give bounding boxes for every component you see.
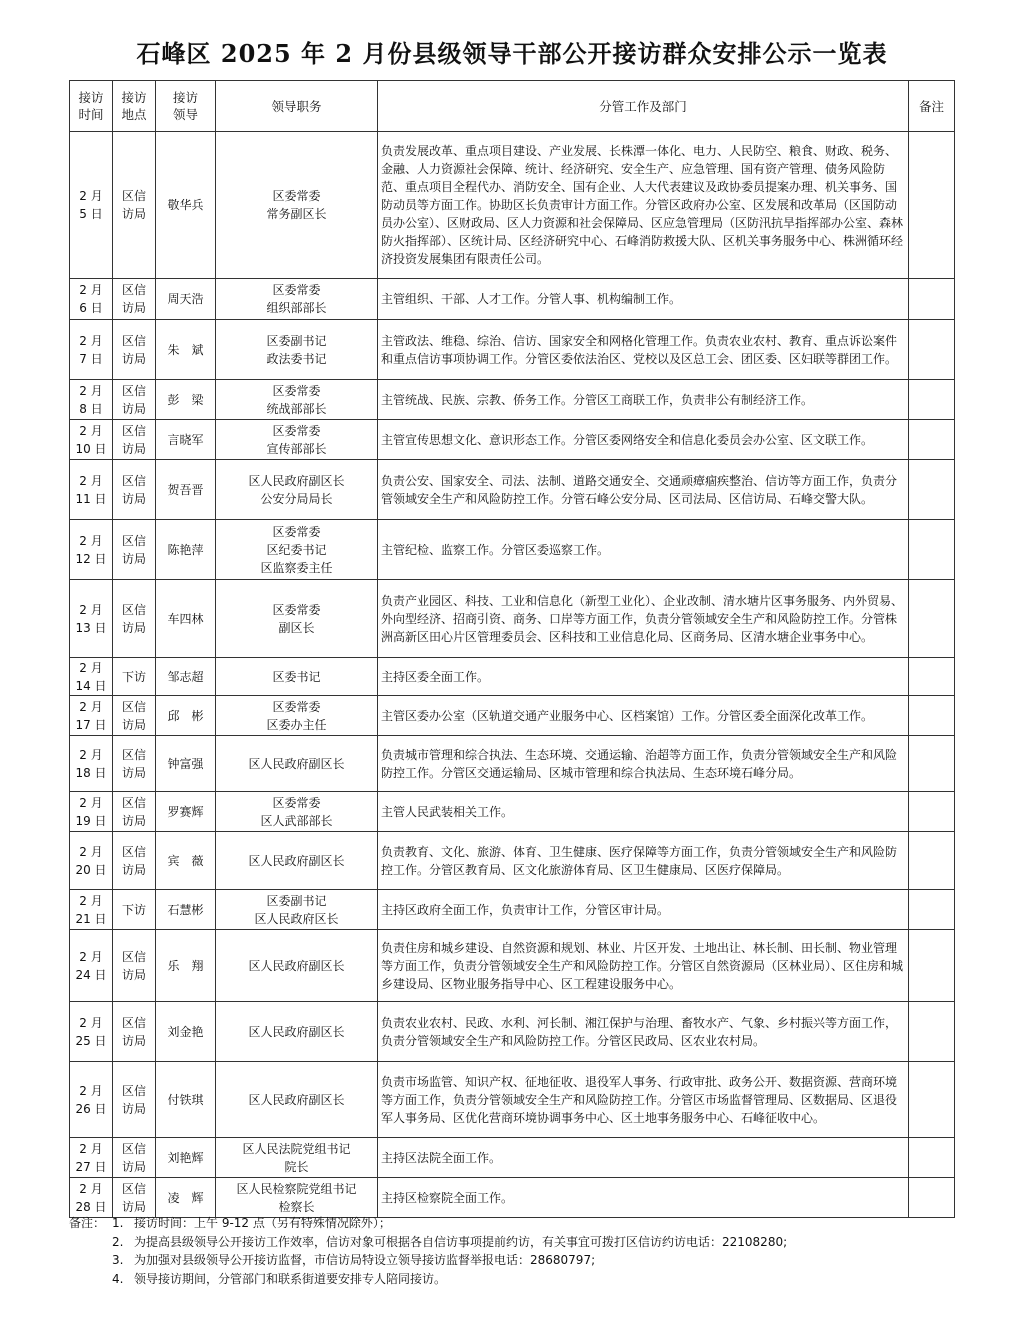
note-cell <box>909 420 955 460</box>
place-cell: 下访 <box>113 658 156 696</box>
note-cell <box>909 279 955 320</box>
date-cell: 2 月 8 日 <box>70 380 113 420</box>
leader-name-cell: 陈艳萍 <box>156 520 216 580</box>
place-cell: 区信 访局 <box>113 320 156 380</box>
place-cell: 区信 访局 <box>113 580 156 658</box>
table-row <box>70 460 955 520</box>
table-row <box>70 736 955 792</box>
duties-cell: 主管组织、干部、人才工作。分管人事、机构编制工作。 <box>378 279 909 320</box>
leader-title-cell: 区人民政府副区长 公安分局局长 <box>216 460 378 520</box>
date-cell: 2 月 18 日 <box>70 736 113 792</box>
leader-name-cell: 邹志超 <box>156 658 216 696</box>
note-cell <box>909 1062 955 1138</box>
note-cell <box>909 736 955 792</box>
leader-name-cell: 贺吾晋 <box>156 460 216 520</box>
place-cell: 区信 访局 <box>113 1002 156 1062</box>
leader-name-cell: 刘艳辉 <box>156 1138 216 1178</box>
note-text: 接访时间：上午 9-12 点（另有特殊情况除外）； <box>134 1216 391 1230</box>
note-cell <box>909 320 955 380</box>
note-text: 为提高县级领导公开接访工作效率，信访对象可根据各自信访事项提前约访，有关事宜可拨打区信访约访电话：22108280; <box>134 1234 788 1249</box>
note-cell <box>909 832 955 890</box>
leader-name-cell: 周天浩 <box>156 279 216 320</box>
table-row <box>70 1062 955 1138</box>
table-row <box>70 658 955 696</box>
duties-cell: 主持区法院全面工作。 <box>378 1138 909 1178</box>
leader-name-cell: 石慧彬 <box>156 890 216 930</box>
leader-title-cell: 区人民政府副区长 <box>216 930 378 1002</box>
date-cell: 2 月 5 日 <box>70 132 113 279</box>
place-cell: 区信 访局 <box>113 1062 156 1138</box>
leader-title-cell: 区人民政府副区长 <box>216 1002 378 1062</box>
table-row <box>70 580 955 658</box>
leader-name-cell: 付铁琪 <box>156 1062 216 1138</box>
place-cell: 区信 访局 <box>113 792 156 832</box>
place-cell: 区信 访局 <box>113 460 156 520</box>
leader-title-cell: 区委常委 统战部部长 <box>216 380 378 420</box>
leader-title-cell: 区委常委 区纪委书记 区监察委主任 <box>216 520 378 580</box>
duties-cell: 负责发展改革、重点项目建设、产业发展、长株潭一体化、电力、人民防空、粮食、财政、税务、金融、人力资源社会保障、统计、经济研究、安全生产、应急管理、国有资产管理、债务风险防范、重点项目全程代办、消防安全、国有企业、人大代表建议及政协委员提案办理、机关事务、国防动员等方面工作。协助区长负责审计方面工作。分管区政府办公室、区发展和改革局（区国防动员办公室）、区财政局、区人力资源和社会保障局、区应急管理局（区防汛抗旱指挥部办公室、森林防火指挥部）、区统计局、区经济研究中心、石峰消防救援大队、区机关事务服务中心、株洲循环经济投资发展集团有限责任公司。 <box>378 132 909 279</box>
date-cell: 2 月 24 日 <box>70 930 113 1002</box>
date-cell: 2 月 17 日 <box>70 696 113 736</box>
place-cell: 区信 访局 <box>113 696 156 736</box>
date-cell: 2 月 27 日 <box>70 1138 113 1178</box>
place-cell: 区信 访局 <box>113 832 156 890</box>
note-text: 为加强对县级领导公开接访监督，市信访局特设立领导接访监督举报电话：28680797; <box>134 1253 596 1267</box>
header-duties: 分管工作及部门 <box>378 81 909 132</box>
header-date: 接访 时间 <box>70 81 113 132</box>
duties-cell: 主管政法、维稳、综治、信访、国家安全和网格化管理工作。负责农业农村、教育、重点诉讼案件和重点信访事项协调工作。分管区委依法治区、党校以及区总工会、团区委、区妇联等群团工作。 <box>378 320 909 380</box>
table-row <box>70 520 955 580</box>
date-cell: 2 月 25 日 <box>70 1002 113 1062</box>
date-cell: 2 月 7 日 <box>70 320 113 380</box>
leader-name-cell: 敬华兵 <box>156 132 216 279</box>
place-cell: 区信 访局 <box>113 930 156 1002</box>
header-leader: 接访 领导 <box>156 81 216 132</box>
duties-cell: 负责市场监管、知识产权、征地征收、退役军人事务、行政审批、政务公开、数据资源、营商环境等方面工作，负责分管领域安全生产和风险防控工作。分管区市场监督管理局、区数据局、区退役军人事务局、区优化营商环境协调事务中心、区土地事务服务中心、石峰征收中心。 <box>378 1062 909 1138</box>
leader-name-cell: 宾 薇 <box>156 832 216 890</box>
table-row <box>70 890 955 930</box>
table-row <box>70 320 955 380</box>
leader-title-cell: 区人民政府副区长 <box>216 832 378 890</box>
duties-cell: 负责教育、文化、旅游、体育、卫生健康、医疗保障等方面工作，负责分管领域安全生产和风险防控工作。分管区教育局、区文化旅游体育局、区卫生健康局、区医疗保障局。 <box>378 832 909 890</box>
place-cell: 区信 访局 <box>113 420 156 460</box>
place-cell: 区信 访局 <box>113 380 156 420</box>
note-number: 3. <box>112 1253 124 1267</box>
place-cell: 区信 访局 <box>113 520 156 580</box>
duties-cell: 主管宣传思想文化、意识形态工作。分管区委网络安全和信息化委员会办公室、区文联工作。 <box>378 420 909 460</box>
note-text: 领导接访期间，分管部门和联系街道要安排专人陪同接访。 <box>134 1271 447 1286</box>
duties-cell: 负责住房和城乡建设、自然资源和规划、林业、片区开发、土地出让、林长制、田长制、物业管理等方面工作，负责分管领域安全生产和风险防控工作。分管区自然资源局（区林业局）、区住房和城乡建设局、区物业服务指导中心、区工程建设服务中心。 <box>378 930 909 1002</box>
note-number: 1. <box>112 1216 124 1230</box>
date-cell: 2 月 21 日 <box>70 890 113 930</box>
notes-section <box>69 1214 969 1288</box>
note-cell <box>909 1138 955 1178</box>
leader-name-cell: 乐 翔 <box>156 930 216 1002</box>
page-title: 石峰区 2025 年 2 月份县级领导干部公开接访群众安排公示一览表 <box>136 39 888 68</box>
table-row <box>70 1002 955 1062</box>
duties-cell: 主管统战、民族、宗教、侨务工作。分管区工商联工作，负责非公有制经济工作。 <box>378 380 909 420</box>
duties-cell: 主持区检察院全面工作。 <box>378 1178 909 1218</box>
table-row <box>70 1138 955 1178</box>
leader-title-cell: 区委副书记 区人民政府区长 <box>216 890 378 930</box>
leader-name-cell: 邱 彬 <box>156 696 216 736</box>
date-cell: 2 月 10 日 <box>70 420 113 460</box>
leader-title-cell: 区委常委 副区长 <box>216 580 378 658</box>
place-cell: 区信 访局 <box>113 1178 156 1218</box>
date-cell: 2 月 12 日 <box>70 520 113 580</box>
table-row <box>70 696 955 736</box>
note-number: 2. <box>112 1234 124 1249</box>
note-cell <box>909 580 955 658</box>
leader-name-cell: 彭 梁 <box>156 380 216 420</box>
note-cell <box>909 460 955 520</box>
table-row <box>70 1178 955 1218</box>
table-row <box>70 792 955 832</box>
leader-name-cell: 刘金艳 <box>156 1002 216 1062</box>
leader-title-cell: 区委常委 区委办主任 <box>216 696 378 736</box>
leader-name-cell: 车四林 <box>156 580 216 658</box>
leader-title-cell: 区委常委 宣传部部长 <box>216 420 378 460</box>
leader-title-cell: 区人民法院党组书记 院长 <box>216 1138 378 1178</box>
duties-cell: 主管纪检、监察工作。分管区委巡察工作。 <box>378 520 909 580</box>
note-cell <box>909 132 955 279</box>
note-number: 4. <box>112 1271 124 1286</box>
duties-cell: 主管人民武装相关工作。 <box>378 792 909 832</box>
note-item <box>69 1214 969 1233</box>
note-cell <box>909 890 955 930</box>
note-cell <box>909 1178 955 1218</box>
place-cell: 区信 访局 <box>113 132 156 279</box>
duties-cell: 主持区委全面工作。 <box>378 658 909 696</box>
leader-title-cell: 区人民检察院党组书记 检察长 <box>216 1178 378 1218</box>
leader-title-cell: 区人民政府副区长 <box>216 1062 378 1138</box>
leader-title-cell: 区委常委 常务副区长 <box>216 132 378 279</box>
place-cell: 区信 访局 <box>113 736 156 792</box>
note-cell <box>909 658 955 696</box>
duties-cell: 负责农业农村、民政、水利、河长制、湘江保护与治理、畜牧水产、气象、乡村振兴等方面工作，负责分管领域安全生产和风险防控工作。分管区民政局、区农业农村局。 <box>378 1002 909 1062</box>
table-row <box>70 832 955 890</box>
leader-title-cell: 区委常委 组织部部长 <box>216 279 378 320</box>
date-cell: 2 月 20 日 <box>70 832 113 890</box>
leader-title-cell: 区委书记 <box>216 658 378 696</box>
table-row <box>70 380 955 420</box>
leader-name-cell: 言晓军 <box>156 420 216 460</box>
date-cell: 2 月 28 日 <box>70 1178 113 1218</box>
duties-cell: 主管区委办公室（区轨道交通产业服务中心、区档案馆）工作。分管区委全面深化改革工作。 <box>378 696 909 736</box>
table-header-row <box>70 81 955 132</box>
duties-cell: 负责产业园区、科技、工业和信息化（新型工业化）、企业改制、清水塘片区事务服务、内外贸易、外向型经济、招商引资、商务、口岸等方面工作，负责分管领域安全生产和风险防控工作。分管株洲高新区田心片区管理委员会、区科技和工业信息化局、区商务局、区清水塘企业事务中心。 <box>378 580 909 658</box>
leader-name-cell: 钟富强 <box>156 736 216 792</box>
place-cell: 下访 <box>113 890 156 930</box>
notes-prefix: 备注： <box>69 1216 106 1230</box>
note-cell <box>909 1002 955 1062</box>
leader-name-cell: 朱 斌 <box>156 320 216 380</box>
note-cell <box>909 520 955 580</box>
table-row <box>70 279 955 320</box>
table-row <box>70 420 955 460</box>
date-cell: 2 月 26 日 <box>70 1062 113 1138</box>
leader-name-cell: 罗赛辉 <box>156 792 216 832</box>
leader-title-cell: 区委副书记 政法委书记 <box>216 320 378 380</box>
duties-cell: 主持区政府全面工作，负责审计工作，分管区审计局。 <box>378 890 909 930</box>
leader-title-cell: 区人民政府副区长 <box>216 736 378 792</box>
table-row <box>70 132 955 279</box>
header-note: 备注 <box>909 81 955 132</box>
table-row <box>70 930 955 1002</box>
note-item <box>69 1251 969 1270</box>
header-place: 接访 地点 <box>113 81 156 132</box>
leader-title-cell: 区委常委 区人武部部长 <box>216 792 378 832</box>
note-cell <box>909 696 955 736</box>
note-item <box>69 1233 969 1252</box>
date-cell: 2 月 19 日 <box>70 792 113 832</box>
place-cell: 区信 访局 <box>113 279 156 320</box>
place-cell: 区信 访局 <box>113 1138 156 1178</box>
leader-name-cell: 凌 辉 <box>156 1178 216 1218</box>
date-cell: 2 月 14 日 <box>70 658 113 696</box>
schedule-table <box>69 80 955 1218</box>
date-cell: 2 月 13 日 <box>70 580 113 658</box>
header-title: 领导职务 <box>216 81 378 132</box>
note-item <box>69 1270 969 1289</box>
note-cell <box>909 380 955 420</box>
date-cell: 2 月 6 日 <box>70 279 113 320</box>
duties-cell: 负责城市管理和综合执法、生态环境、交通运输、治超等方面工作，负责分管领域安全生产和风险防控工作。分管区交通运输局、区城市管理和综合执法局、生态环境石峰分局。 <box>378 736 909 792</box>
duties-cell: 负责公安、国家安全、司法、法制、道路交通安全、交通顽瘴痼疾整治、信访等方面工作，负责分管领域安全生产和风险防控工作。分管石峰公安分局、区司法局、区信访局、石峰交警大队。 <box>378 460 909 520</box>
note-cell <box>909 930 955 1002</box>
note-cell <box>909 792 955 832</box>
date-cell: 2 月 11 日 <box>70 460 113 520</box>
